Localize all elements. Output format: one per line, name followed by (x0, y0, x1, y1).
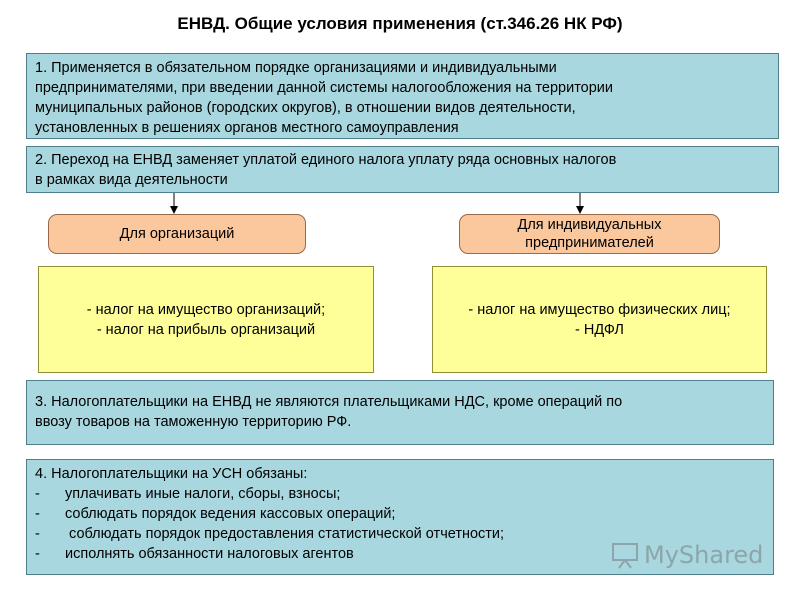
condition-1-line: муниципальных районов (городских округов), в отношении видов деятельности, (35, 100, 576, 116)
presentation-icon (610, 540, 640, 570)
org-taxes-box (38, 266, 374, 373)
condition-3-box (26, 380, 774, 445)
ip-taxes-box (432, 266, 767, 373)
org-tax-item: - налог на имущество организаций; (86, 301, 326, 318)
condition-3-line: ввозу товаров на таможенную территорию РФ. (35, 414, 352, 430)
condition-1-line: установленных в решениях органов местного самоуправления (35, 120, 459, 136)
condition-2-line: 2. Переход на ЕНВД заменяет уплатой единого налога уплату ряда основных налогов (35, 152, 617, 168)
condition-1-line: предпринимателями, при введении данной системы налогообложения на территории (35, 80, 614, 96)
list-item: - исполнять обязанности налоговых агентов (35, 546, 354, 562)
branch-org-label: Для организаций (48, 214, 306, 254)
list-item: - соблюдать порядок ведения кассовых операций; (35, 506, 396, 522)
branch-ip-label: Для индивидуальных предпринимателей (459, 214, 720, 254)
watermark-text: MyShared (644, 541, 764, 569)
ip-tax-item: - НДФЛ (575, 321, 624, 338)
condition-3-line: 3. Налогоплательщики на ЕНВД не являются плательщиками НДС, кроме операций по (35, 394, 623, 410)
watermark (610, 535, 770, 575)
page-title: ЕНВД. Общие условия применения (ст.346.26 НК РФ) (177, 14, 623, 33)
list-item: - уплачивать иные налоги, сборы, взносы; (35, 486, 341, 502)
condition-2-line: в рамках вида деятельности (35, 172, 228, 188)
list-item: - соблюдать порядок предоставления статистической отчетности; (35, 526, 505, 542)
ip-tax-item: - налог на имущество физических лиц; (468, 301, 731, 318)
org-tax-item: - налог на прибыль организаций (96, 321, 316, 338)
condition-1-line: 1. Применяется в обязательном порядке организациями и индивидуальными (35, 60, 557, 76)
condition-4-heading: 4. Налогоплательщики на УСН обязаны: (35, 466, 308, 482)
